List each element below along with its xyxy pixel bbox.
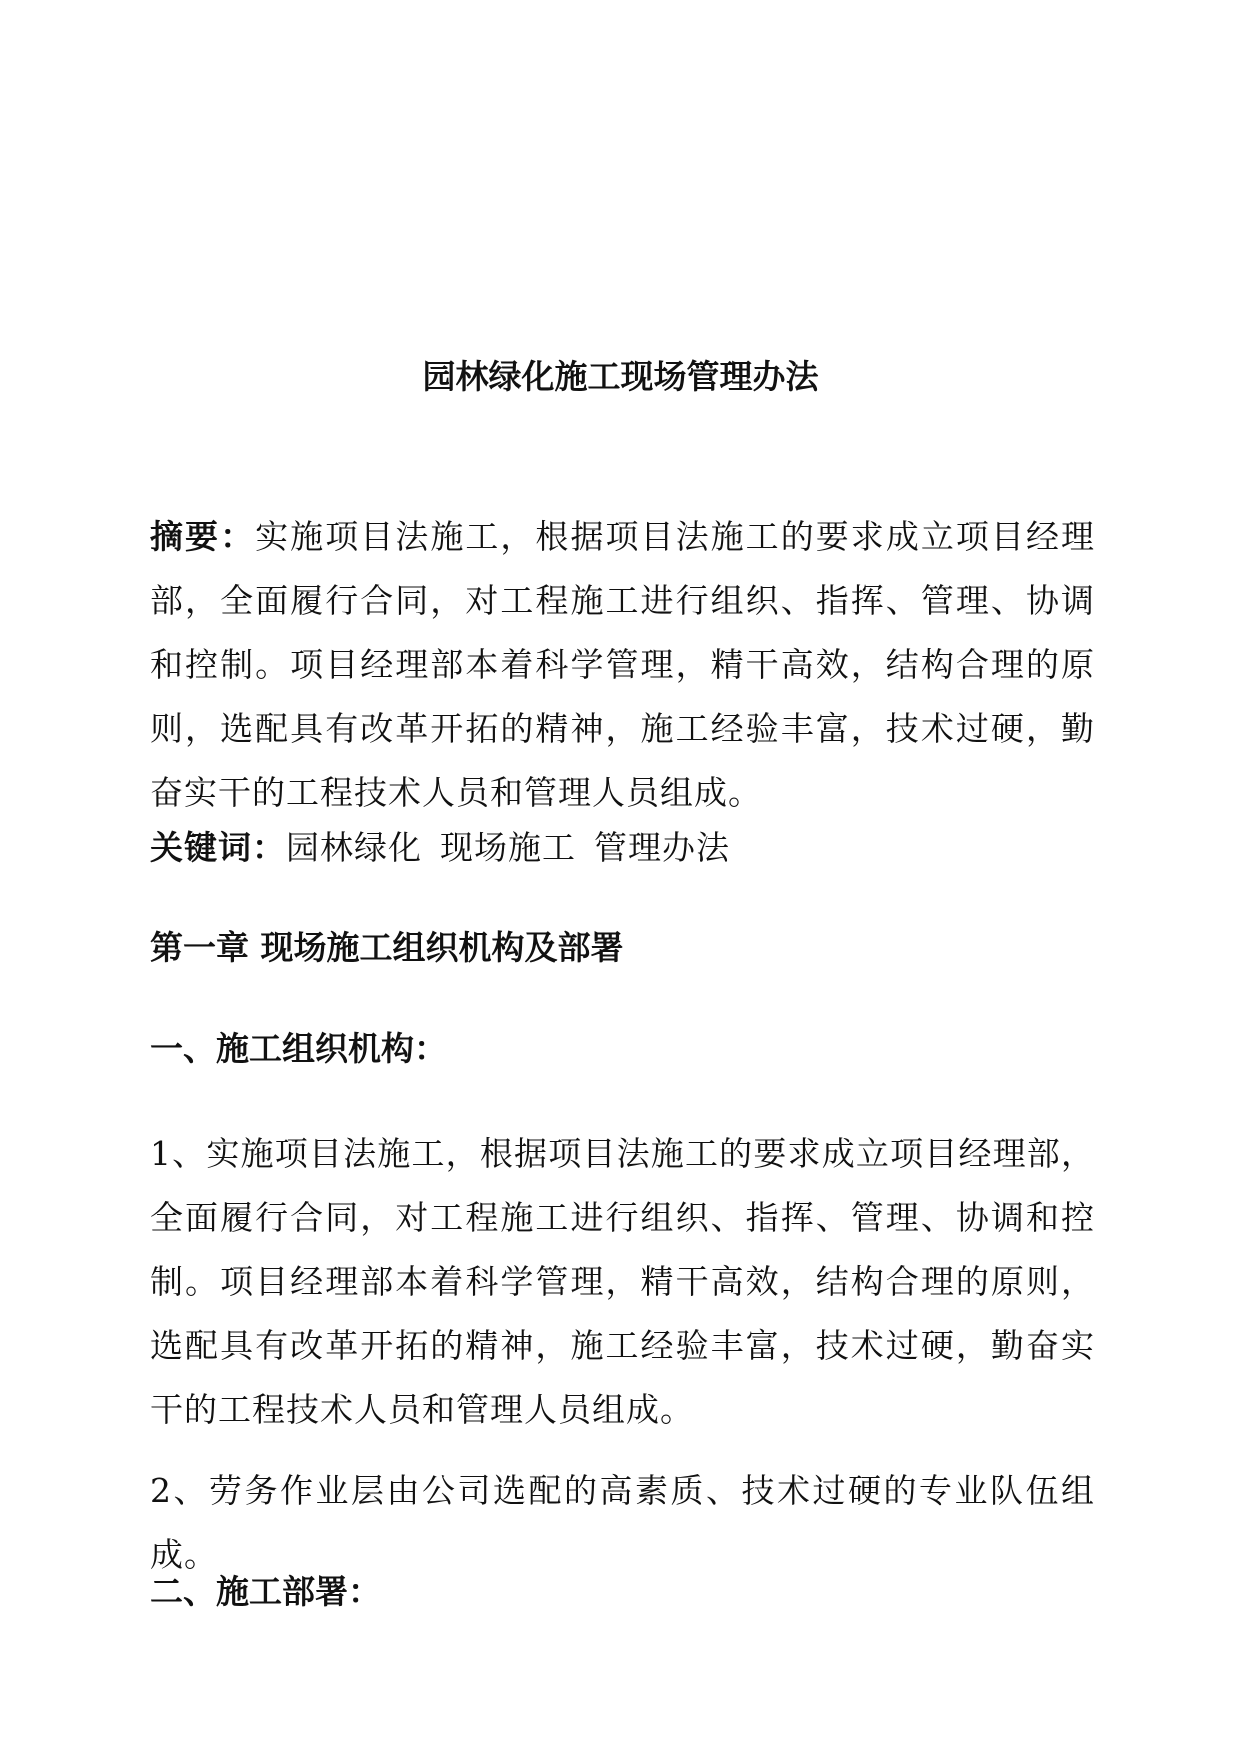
chapter-heading: 第一章 现场施工组织机构及部署 <box>150 928 624 967</box>
section-heading: 一、施工组织机构： <box>150 1029 447 1068</box>
keyword-item: 管理办法 <box>594 828 730 867</box>
body-paragraph: 1、实施项目法施工，根据项目法施工的要求成立项目经理部，全面履行合同，对工程施工进行组织、指挥、管理、协调和控制。项目经理部本着科学管理，精干高效，结构合理的原则，选配具有改革开拓的精神，施工经验丰富，技术过硬，勤奋实干的工程技术人员和管理人员组成。 <box>150 1134 1095 1429</box>
keywords-line <box>150 816 1095 880</box>
keyword-item: 现场施工 <box>440 828 576 867</box>
abstract-paragraph <box>150 505 1095 825</box>
abstract-label: 摘要： <box>150 517 256 556</box>
body-paragraph: 2、劳务作业层由公司选配的高素质、技术过硬的专业队伍组成。 <box>150 1471 1095 1574</box>
abstract-text: 实施项目法施工，根据项目法施工的要求成立项目经理部，全面履行合同，对工程施工进行组织、指挥、管理、协调和控制。项目经理部本着科学管理，精干高效，结构合理的原则，选配具有改革开拓的精神，施工经验丰富，技术过硬，勤奋实干的工程技术人员和管理人员组成。 <box>150 517 1096 812</box>
document-title: 园林绿化施工现场管理办法 <box>422 357 819 396</box>
keywords-label: 关键词： <box>150 828 286 867</box>
section-heading: 二、施工部署： <box>150 1572 381 1611</box>
keyword-item: 园林绿化 <box>286 828 422 867</box>
